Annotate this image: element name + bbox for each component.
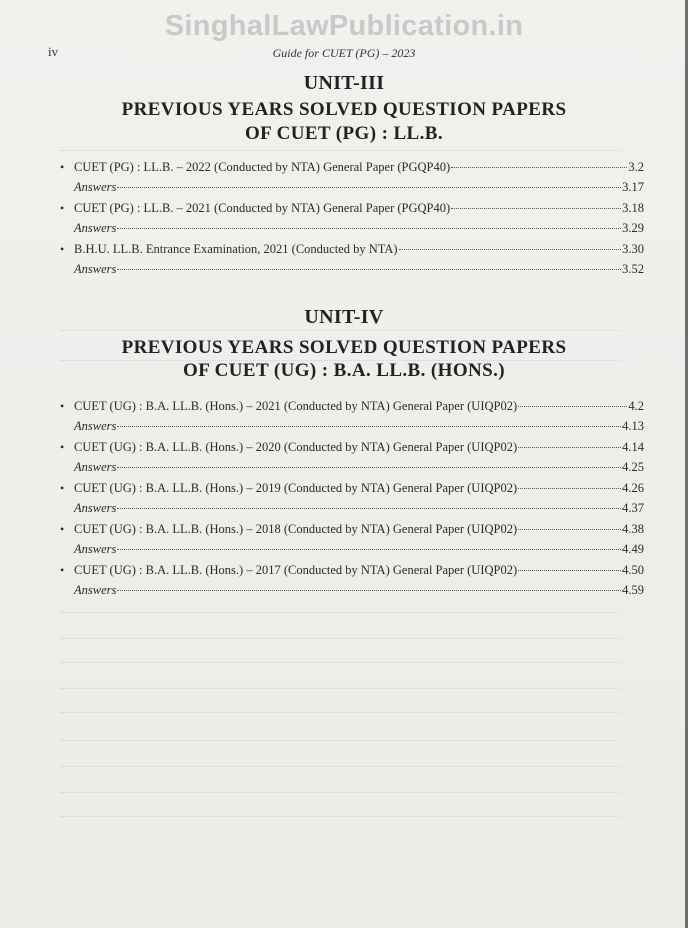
bleed-through-line	[60, 766, 620, 767]
leader-dots	[117, 426, 621, 427]
unit3-heading-line2: OF CUET (PG) : LL.B.	[244, 123, 443, 144]
toc-entry	[60, 563, 644, 603]
toc-entry	[60, 522, 644, 562]
toc-answers[interactable]	[74, 419, 644, 439]
answers-label: Answers	[74, 583, 117, 597]
bleed-through-line	[60, 712, 620, 713]
leader-dots	[518, 488, 621, 489]
toc-item[interactable]	[60, 522, 644, 542]
toc-title: CUET (PG) : LL.B. – 2022 (Conducted by NTA) General Paper (PGQP40)	[74, 160, 451, 174]
toc-answers[interactable]	[74, 221, 644, 241]
answers-page: 4.37	[622, 501, 644, 515]
toc-answers[interactable]	[74, 262, 644, 282]
answers-label: Answers	[74, 419, 117, 433]
toc-page: 4.50	[622, 563, 644, 577]
watermark: SinghalLawPublication.in	[164, 10, 524, 42]
answers-label: Answers	[74, 542, 117, 556]
bullet-icon: •	[60, 399, 65, 413]
answers-page: 4.49	[622, 542, 644, 556]
leader-dots	[399, 249, 622, 250]
toc-title: CUET (PG) : LL.B. – 2021 (Conducted by NTA) General Paper (PGQP40)	[74, 201, 451, 215]
leader-dots	[117, 269, 621, 270]
toc-item[interactable]	[60, 399, 644, 419]
toc-answers[interactable]	[74, 542, 644, 562]
toc-answers[interactable]	[74, 460, 644, 480]
unit4-title: UNIT-IV	[304, 306, 384, 328]
toc-page: 3.18	[622, 201, 644, 215]
leader-dots	[518, 570, 621, 571]
toc-page: 4.2	[628, 399, 644, 413]
leader-dots	[117, 187, 621, 188]
answers-label: Answers	[74, 221, 117, 235]
answers-label: Answers	[74, 180, 117, 194]
bullet-icon: •	[60, 440, 65, 454]
bullet-icon: •	[60, 522, 65, 536]
leader-dots	[117, 508, 621, 509]
toc-entry	[60, 440, 644, 480]
unit4-heading-line2: OF CUET (UG) : B.A. LL.B. (HONS.)	[183, 360, 505, 381]
bullet-icon: •	[60, 160, 65, 174]
toc-entry	[60, 399, 644, 439]
answers-page: 4.59	[622, 583, 644, 597]
bullet-icon: •	[60, 201, 65, 215]
toc-page: 4.38	[622, 522, 644, 536]
bleed-through-line	[60, 612, 620, 613]
toc-entry	[60, 481, 644, 521]
toc-item[interactable]	[60, 160, 644, 180]
toc-answers[interactable]	[74, 583, 644, 603]
leader-dots	[518, 447, 621, 448]
toc-item[interactable]	[60, 440, 644, 460]
answers-page: 4.13	[622, 419, 644, 433]
toc-title: CUET (UG) : B.A. LL.B. (Hons.) – 2021 (Conducted by NTA) General Paper (UIQP02)	[74, 399, 518, 413]
leader-dots	[451, 208, 621, 209]
toc-page: 3.30	[622, 242, 644, 256]
toc-item[interactable]	[60, 242, 644, 262]
toc-title: B.H.U. LL.B. Entrance Examination, 2021 (Conducted by NTA)	[74, 242, 398, 256]
toc-title: CUET (UG) : B.A. LL.B. (Hons.) – 2019 (Conducted by NTA) General Paper (UIQP02)	[74, 481, 518, 495]
toc-title: CUET (UG) : B.A. LL.B. (Hons.) – 2018 (Conducted by NTA) General Paper (UIQP02)	[74, 522, 518, 536]
toc-title: CUET (UG) : B.A. LL.B. (Hons.) – 2017 (Conducted by NTA) General Paper (UIQP02)	[74, 563, 518, 577]
bullet-icon: •	[60, 242, 65, 256]
bleed-through-line	[60, 150, 620, 151]
answers-page: 4.25	[622, 460, 644, 474]
toc-page: 3.2	[628, 160, 644, 174]
toc-page: 4.14	[622, 440, 644, 454]
toc-answers[interactable]	[74, 180, 644, 200]
bleed-through-line	[60, 638, 620, 639]
unit3-heading-line1: PREVIOUS YEARS SOLVED QUESTION PAPERS	[121, 99, 567, 120]
toc-answers[interactable]	[74, 501, 644, 521]
unit4-heading-line1: PREVIOUS YEARS SOLVED QUESTION PAPERS	[121, 337, 567, 358]
bleed-through-line	[60, 740, 620, 741]
toc-entry	[60, 242, 644, 282]
answers-label: Answers	[74, 262, 117, 276]
answers-page: 3.52	[622, 262, 644, 276]
leader-dots	[518, 406, 627, 407]
leader-dots	[117, 549, 621, 550]
leader-dots	[451, 167, 627, 168]
toc-page: 4.26	[622, 481, 644, 495]
toc-item[interactable]	[60, 563, 644, 583]
bullet-icon: •	[60, 563, 65, 577]
bleed-through-line	[60, 816, 620, 817]
answers-label: Answers	[74, 501, 117, 515]
toc-item[interactable]	[60, 201, 644, 221]
toc-entry	[60, 160, 644, 200]
answers-label: Answers	[74, 460, 117, 474]
page-number: iv	[48, 44, 59, 59]
bleed-through-line	[60, 330, 620, 331]
unit3-title: UNIT-III	[303, 72, 385, 94]
bleed-through-line	[60, 662, 620, 663]
leader-dots	[518, 529, 621, 530]
running-head: Guide for CUET (PG) – 2023	[272, 46, 416, 60]
bleed-through-line	[60, 792, 620, 793]
leader-dots	[117, 228, 621, 229]
toc-item[interactable]	[60, 481, 644, 501]
bullet-icon: •	[60, 481, 65, 495]
bleed-through-line	[60, 688, 620, 689]
toc-entry	[60, 201, 644, 241]
leader-dots	[117, 590, 621, 591]
toc-title: CUET (UG) : B.A. LL.B. (Hons.) – 2020 (Conducted by NTA) General Paper (UIQP02)	[74, 440, 518, 454]
leader-dots	[117, 467, 621, 468]
answers-page: 3.29	[622, 221, 644, 235]
answers-page: 3.17	[622, 180, 644, 194]
